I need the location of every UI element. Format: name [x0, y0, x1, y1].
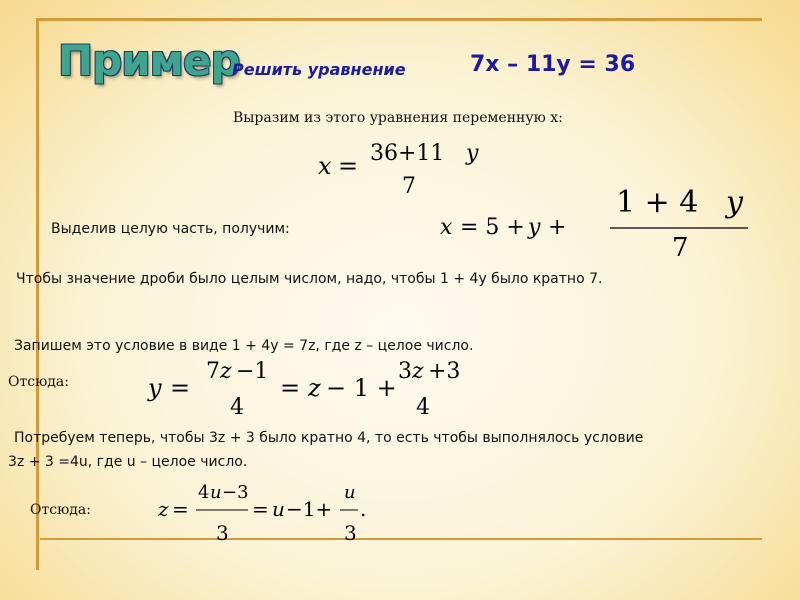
svg-text:x: x — [318, 152, 332, 180]
hence-label-1: Отсюда: — [8, 374, 69, 390]
express-line: Выразим из этого уравнения переменную x: — [233, 110, 563, 126]
svg-text:z: z — [220, 359, 232, 384]
svg-text:u: u — [210, 482, 222, 503]
svg-text:y: y — [466, 141, 479, 166]
svg-text:−3: −3 — [222, 482, 249, 503]
task-equation-text: 7x – 11y = 36 — [470, 52, 636, 77]
formula-x-whole-part-svg — [440, 186, 760, 262]
task-equation — [470, 52, 635, 77]
svg-text:4: 4 — [198, 482, 210, 503]
svg-text:=: = — [252, 497, 269, 521]
write-condition-line: Запишем это условие в виде 1 + 4y = 7z, где z – целое число. — [14, 338, 474, 354]
svg-text:4: 4 — [230, 395, 244, 420]
frame-line-top — [36, 18, 762, 21]
svg-text:7: 7 — [402, 174, 416, 199]
svg-text:y: y — [528, 215, 541, 240]
require-line: Потребуем теперь, чтобы 3z + 3 было кратно 4, то есть чтобы выполнялось условие — [14, 430, 644, 446]
svg-text:7: 7 — [672, 233, 689, 263]
svg-text:=: = — [338, 152, 359, 180]
svg-text:y: y — [148, 374, 162, 402]
svg-text:x: x — [440, 215, 453, 240]
svg-text:=: = — [280, 374, 301, 402]
svg-text:3: 3 — [398, 359, 412, 384]
svg-text:−1+: −1+ — [286, 497, 333, 521]
require-line-2: 3z + 3 =4u, где u – целое число. — [8, 454, 248, 470]
whole-part-line: Выделив целую часть, получим: — [51, 221, 290, 237]
svg-text:y: y — [726, 185, 743, 220]
slide-title: Пример — [58, 36, 240, 85]
svg-text:z: z — [412, 359, 424, 384]
svg-text:u: u — [272, 497, 285, 521]
frame-line-bottom — [40, 538, 762, 540]
svg-text:−1: −1 — [236, 359, 269, 384]
svg-text:u: u — [344, 482, 356, 503]
svg-text:− 1 +: − 1 + — [326, 374, 397, 402]
svg-text:1 + 4: 1 + 4 — [616, 185, 699, 220]
svg-text:.: . — [360, 497, 367, 521]
frame-line-vertical — [36, 18, 39, 570]
svg-text:7: 7 — [206, 359, 220, 384]
svg-text:z: z — [308, 374, 321, 402]
svg-text:z: z — [158, 497, 169, 521]
svg-text:3: 3 — [344, 521, 357, 545]
svg-text:=: = — [172, 497, 189, 521]
svg-text:4: 4 — [416, 395, 430, 420]
integer-condition-line: Чтобы значение дроби было целым числом, надо, чтобы 1 + 4y было кратно 7. — [16, 271, 603, 287]
hence-label-2: Отсюда: — [30, 502, 91, 518]
svg-text:+3: +3 — [428, 359, 461, 384]
formula-x-whole-part — [440, 186, 760, 266]
svg-text:=: = — [170, 374, 191, 402]
formula-z-expression-svg — [158, 482, 378, 546]
formula-z-expression — [158, 482, 378, 550]
formula-y-expression — [148, 358, 528, 426]
svg-text:+: + — [548, 215, 567, 240]
svg-text:3: 3 — [216, 521, 229, 545]
formula-y-expression-svg — [148, 358, 528, 422]
svg-text:= 5 +: = 5 + — [460, 215, 525, 240]
svg-text:36+11: 36+11 — [370, 141, 445, 166]
task-label: Решить уравнение — [232, 60, 406, 79]
